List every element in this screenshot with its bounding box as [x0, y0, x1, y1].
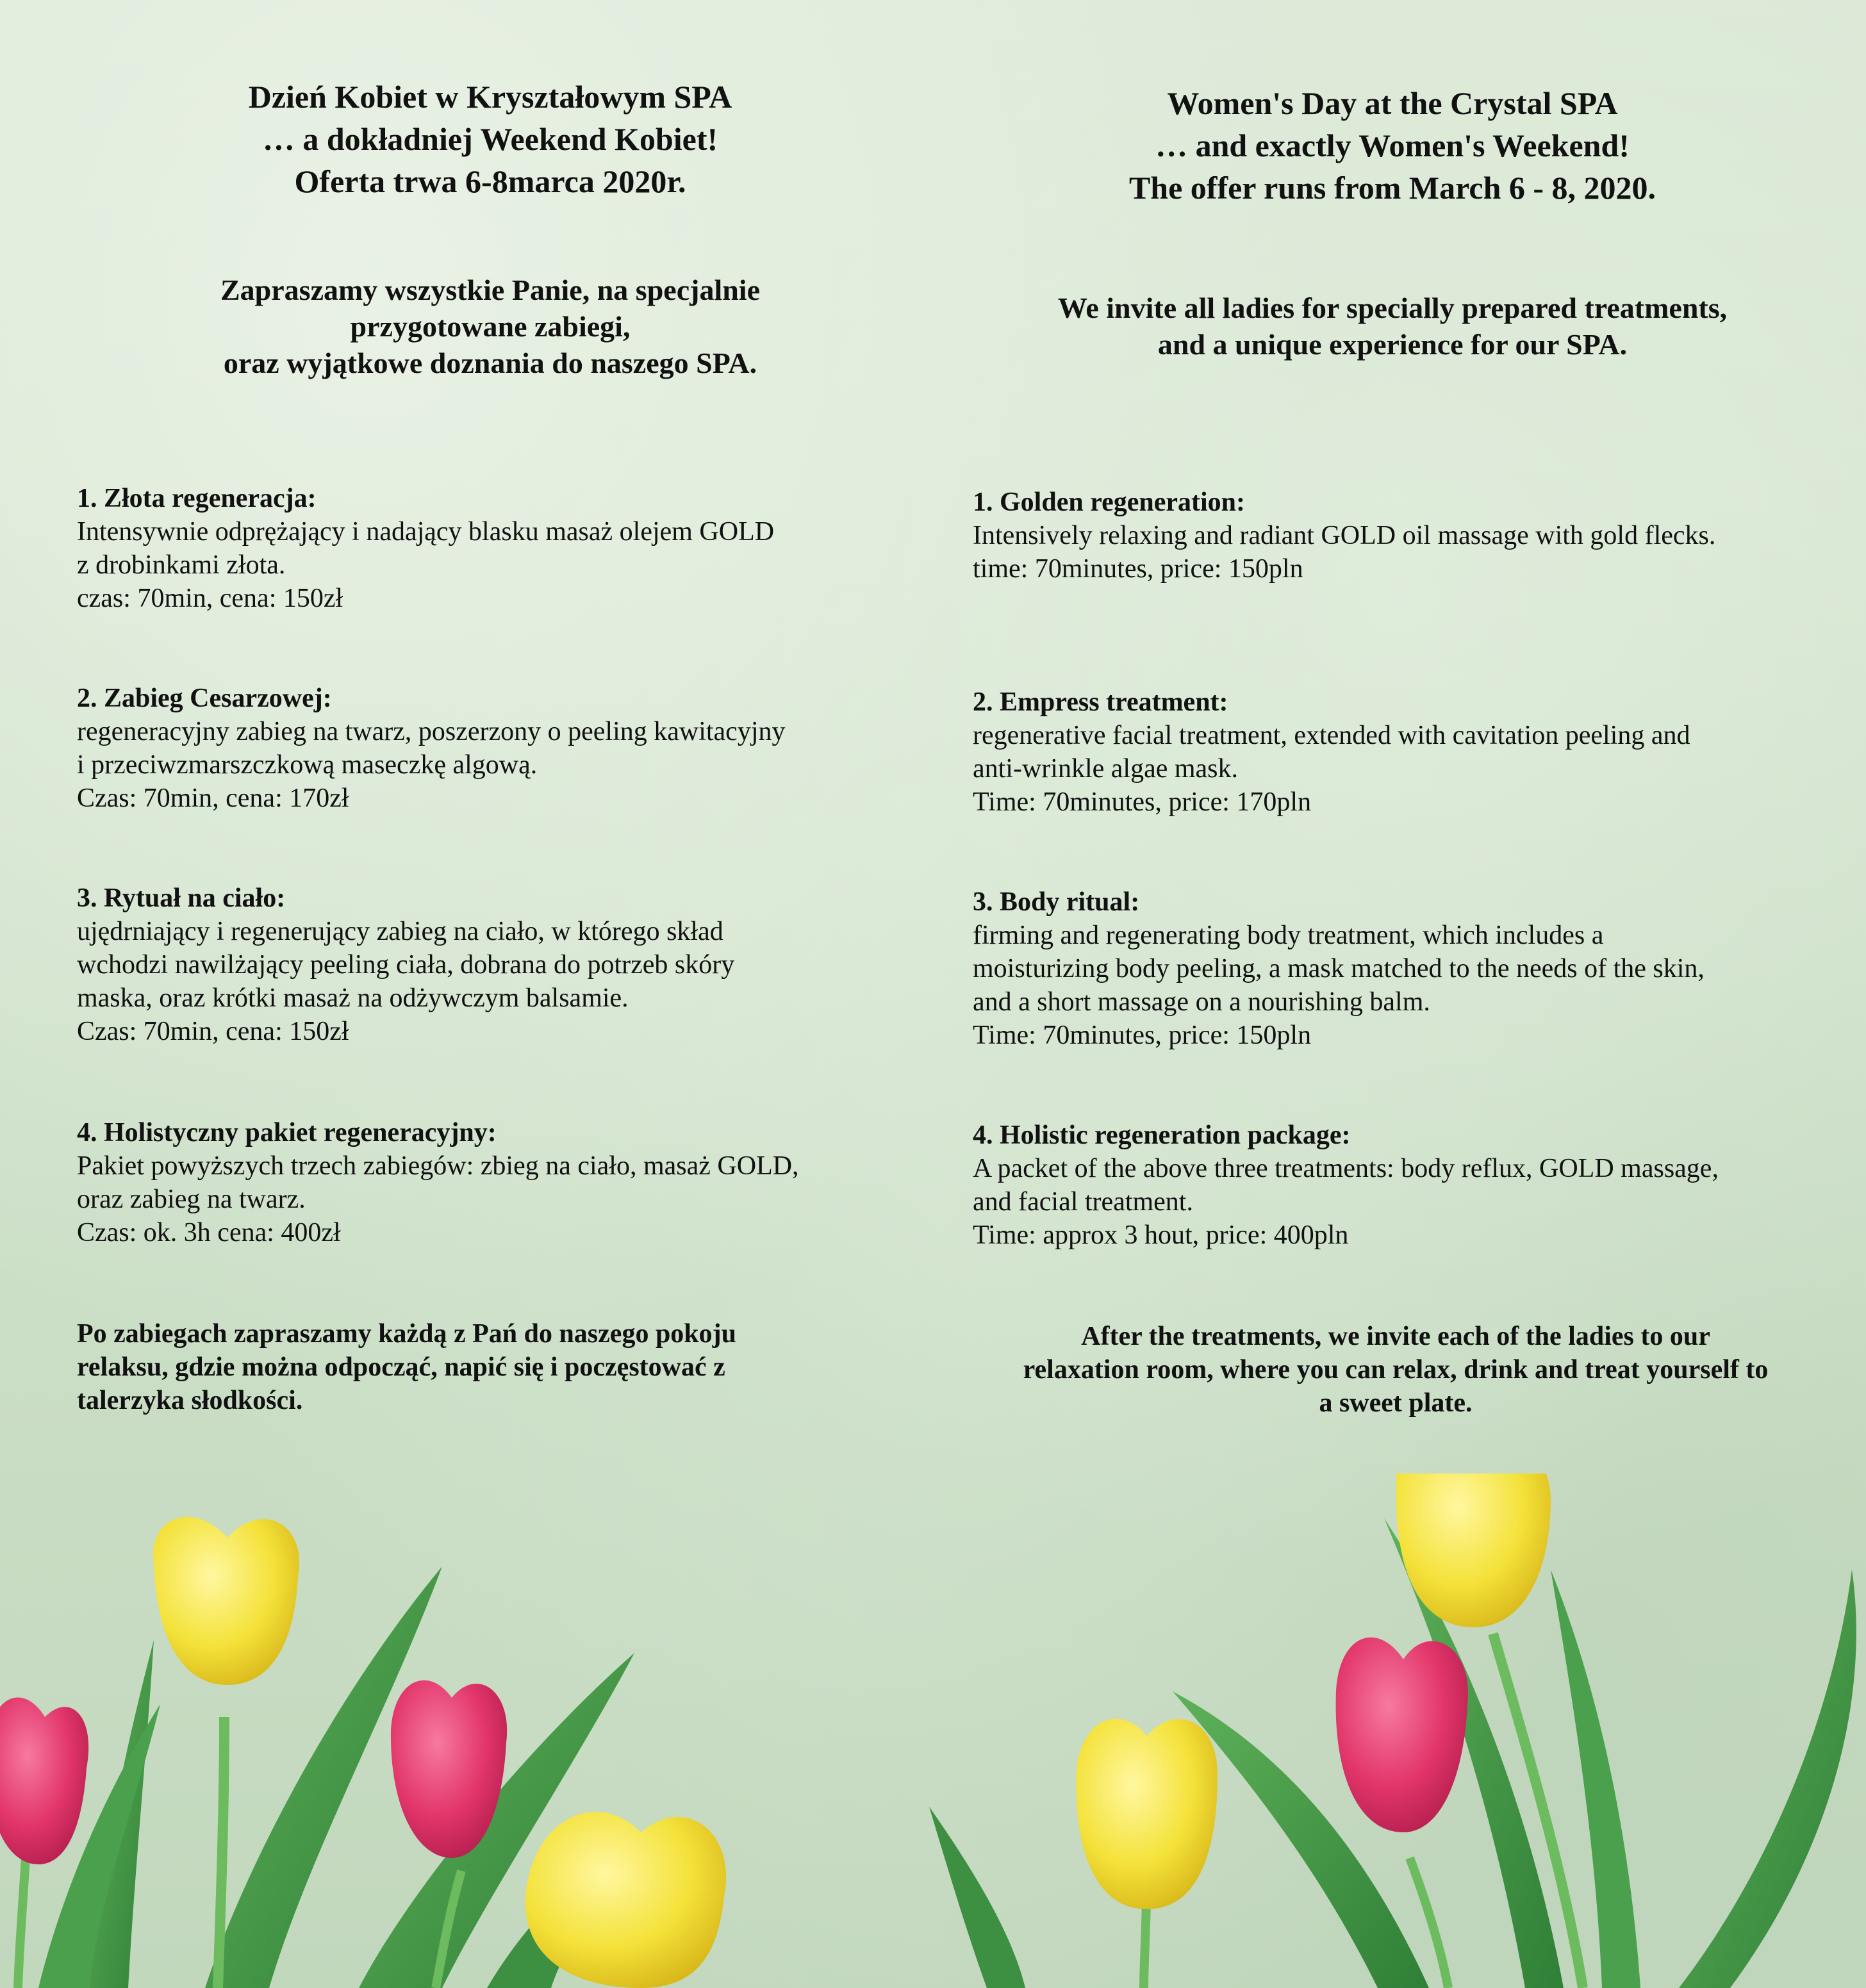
polish-intro-line: oraz wyjątkowe doznania do naszego SPA.	[223, 347, 757, 379]
tulip-yellow	[525, 1812, 726, 1988]
treatment-desc-line: maska, oraz krótki masaż na odżywczym balsamie.	[77, 983, 629, 1013]
treatment-heading: 1. Złota regeneracja:	[77, 484, 317, 513]
treatment-desc-line: anti-wrinkle algae mask.	[973, 754, 1239, 784]
english-treatment-1	[973, 486, 1715, 586]
english-treatment-3	[973, 885, 1705, 1052]
polish-intro	[77, 272, 904, 381]
english-title-line: … and exactly Women's Weekend!	[1155, 127, 1630, 163]
tulip-yellow	[1077, 1719, 1218, 1909]
treatment-time-price: Time: 70minutes, price: 170pln	[973, 787, 1312, 817]
tulip-pink	[0, 1697, 88, 1864]
treatment-desc-line: Pakiet powyższych trzech zabiegów: zbieg na ciało, masaż GOLD,	[77, 1151, 799, 1181]
treatment-desc-line: moisturizing body peeling, a mask matched to the needs of the skin,	[973, 954, 1705, 983]
english-title-line: Women's Day at the Crystal SPA	[1167, 85, 1618, 121]
tulips-illustration	[0, 1474, 1866, 1988]
english-title	[973, 82, 1812, 209]
treatment-desc-line: ujędrniający i regenerujący zabieg na ciało, w którego skład	[77, 917, 723, 946]
polish-treatment-2	[77, 682, 786, 815]
treatment-desc-line: regeneracyjny zabieg na twarz, poszerzony o peeling kawitacyjny	[77, 717, 786, 746]
treatment-time-price: czas: 70min, cena: 150zł	[77, 584, 343, 613]
treatment-heading: 3. Body ritual:	[973, 887, 1140, 917]
treatment-heading: 4. Holistyczny pakiet regeneracyjny:	[77, 1118, 497, 1147]
english-intro-line: We invite all ladies for specially prepared treatments,	[1057, 292, 1728, 324]
polish-closing	[77, 1317, 904, 1417]
treatment-heading: 2. Zabieg Cesarzowej:	[77, 684, 332, 713]
treatment-desc-line: A packet of the above three treatments: body reflux, GOLD massage,	[973, 1154, 1719, 1183]
stem	[18, 1858, 26, 1988]
treatment-desc-line: z drobinkami złota.	[77, 550, 286, 580]
english-closing	[973, 1320, 1819, 1420]
treatment-desc-line: regenerative facial treatment, extended with cavitation peeling and	[973, 721, 1690, 750]
treatment-heading: 2. Empress treatment:	[973, 687, 1228, 717]
polish-title	[77, 76, 904, 202]
treatment-time-price: Time: 70minutes, price: 150pln	[973, 1021, 1312, 1050]
treatment-time-price: time: 70minutes, price: 150pln	[973, 554, 1303, 584]
treatment-desc-line: Intensively relaxing and radiant GOLD oil massage with gold flecks.	[973, 521, 1716, 550]
treatment-desc-line: firming and regenerating body treatment, which includes a	[973, 921, 1604, 950]
polish-intro-line: Zapraszamy wszystkie Panie, na specjalnie	[220, 274, 760, 306]
treatment-desc-line: i przeciwzmarszczkową maseczkę algową.	[77, 750, 538, 780]
leaf	[1679, 1570, 1856, 1988]
leaf	[929, 1807, 1025, 1988]
english-treatment-4	[973, 1119, 1719, 1252]
english-closing-line: After the treatments, we invite each of the ladies to our	[1081, 1322, 1710, 1351]
treatment-desc-line: oraz zabieg na twarz.	[77, 1185, 306, 1214]
treatment-desc-line: wchodzi nawilżający peeling ciała, dobrana do potrzeb skóry	[77, 950, 735, 980]
treatment-time-price: Time: approx 3 hout, price: 400pln	[973, 1220, 1349, 1250]
english-closing-line: a sweet plate.	[1319, 1388, 1473, 1418]
english-treatment-2	[973, 686, 1690, 819]
treatment-heading: 1. Golden regeneration:	[973, 488, 1246, 517]
tulip-yellow	[153, 1517, 299, 1685]
polish-title-line: Oferta trwa 6-8marca 2020r.	[294, 163, 686, 199]
stem	[218, 1717, 224, 1988]
treatment-desc-line: Intensywnie odprężający i nadający blasku masaż olejem GOLD	[77, 517, 775, 546]
english-intro-line: and a unique experience for our SPA.	[1157, 328, 1628, 361]
polish-closing-line: talerzyka słodkości.	[77, 1386, 303, 1415]
polish-treatment-4	[77, 1116, 799, 1249]
polish-treatment-3	[77, 882, 734, 1048]
polish-treatment-1	[77, 482, 774, 615]
polish-intro-line: przygotowane zabiegi,	[350, 310, 631, 343]
english-closing-line: relaxation room, where you can relax, drink and treat yourself to	[1023, 1355, 1769, 1384]
treatment-time-price: Czas: 70min, cena: 150zł	[77, 1017, 349, 1046]
treatment-time-price: Czas: 70min, cena: 170zł	[77, 784, 349, 813]
polish-title-line: Dzień Kobiet w Kryształowym SPA	[248, 79, 732, 115]
polish-closing-line: Po zabiegach zapraszamy każdą z Pań do naszego pokoju	[77, 1319, 736, 1349]
treatment-desc-line: and a short massage on a nourishing balm.	[973, 987, 1430, 1017]
polish-title-line: … a dokładniej Weekend Kobiet!	[262, 121, 718, 157]
leaf	[1551, 1570, 1640, 1988]
tulip-pink	[1336, 1638, 1468, 1832]
treatment-heading: 4. Holistic regeneration package:	[973, 1121, 1351, 1150]
treatment-heading: 3. Rytuał na ciało:	[77, 883, 286, 913]
polish-closing-line: relaksu, gdzie można odpocząć, napić się i poczęstować z	[77, 1352, 725, 1382]
english-intro	[973, 290, 1812, 363]
treatment-time-price: Czas: ok. 3h cena: 400zł	[77, 1218, 341, 1247]
english-title-line: The offer runs from March 6 - 8, 2020.	[1128, 170, 1656, 206]
treatment-desc-line: and facial treatment.	[973, 1187, 1193, 1217]
